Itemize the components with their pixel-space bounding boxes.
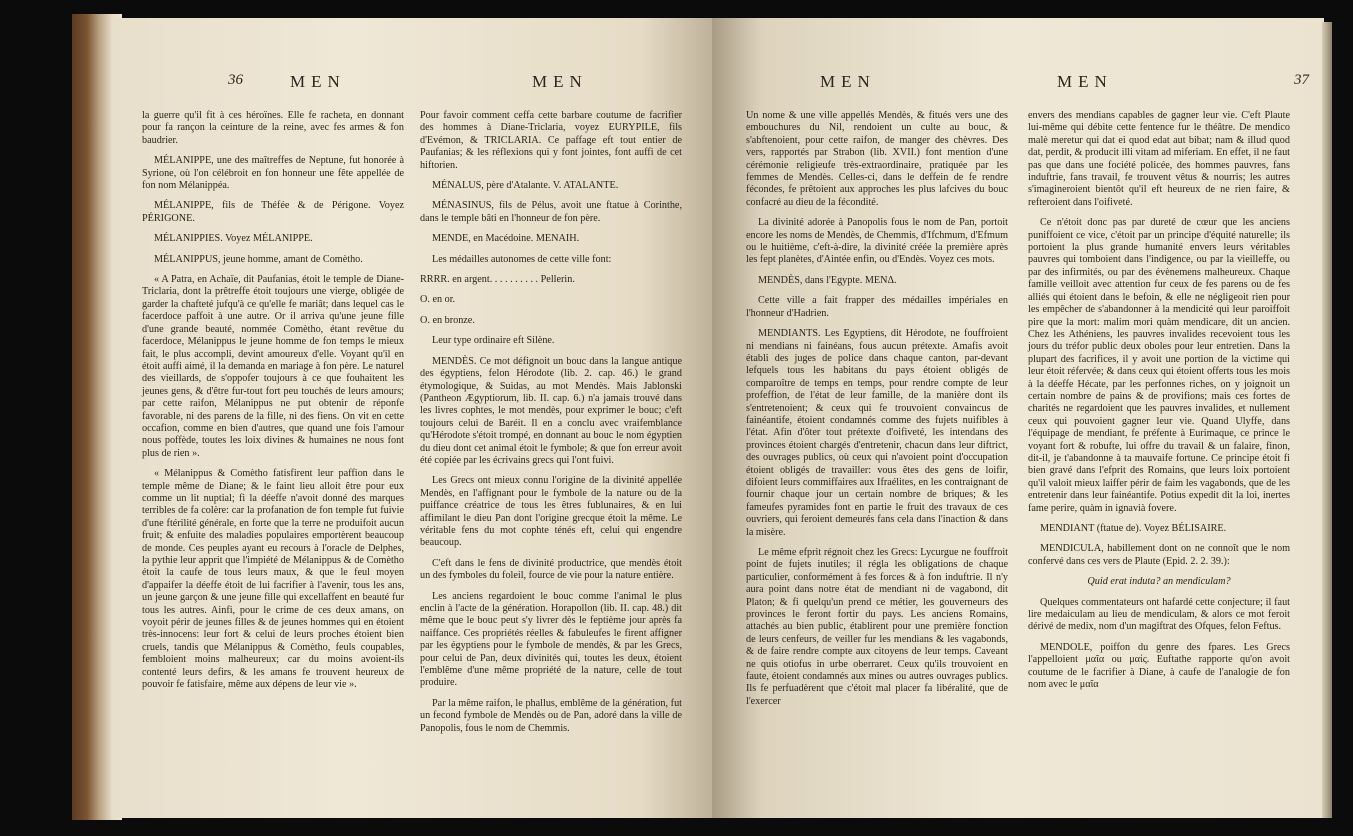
- verse-quote: Quid erat induta? an mendiculam?: [1087, 576, 1231, 588]
- paragraph: « A Patra, en Achaïe, dit Paufanias, étoit le temple de Diane-Triclaria, dont la prêtreffe étoit toujours une vierge, obligée de garder la chafteté jufqu'à ce qu'elle fe mariât; dans lequel cas le facerdoce paffoit à une autre. Or il arriva qu'une jeune fille d'une grande beauté, nommée Comètho, étant revêtue du facerdoce, Mélanippus le jeune homme de fon temps le mieux fait, le plus accompli, devint amoureux d'elle. Voyant qu'il en étoit auffi aimé, il la demanda en mariage à fon père. Le naturel des vieillards, de s'oppofer toujours à ce que fouhaitent les jeunes gens, & d'être fur-tout fort peu touchés de leurs amours; par cette raifon, Mélanippus ne put obtenir de réponfe favorable, ni des parens de la fille, ni des fiens. On vit en cette occafion, comme en bien d'autres, que quand une fois l'amour nous poffède, toutes les loix divines & humaines ne nous font plus de rien ».: [142, 274, 404, 459]
- paragraph: Par la même raifon, le phallus, emblême de la génération, fut un fecond fymbole de Mendès ou de Pan, adoré dans la ville de Panopolis, fous le nom de Chemmis.: [420, 697, 682, 734]
- paragraph: Ce n'étoit donc pas par dureté de cœur que les anciens puniffoient ce vice, c'étoit par un principe d'équité naturelle; ils portoient la plus grande humanité envers leurs véritables pauvres qui tomboient dans l'indigence, ou par la vieilleffe, ou par des infirmités, ou par des évènemens malheureux. Chaque famille veilloit avec attention fur ceux de fes parens ou de fes alliés qui étoient dans le befoin, & elle ne négligeoit rien pour les empêcher de s'abandonner à la mendicité qui leur paroiffoit pire que la mort: malim mori quàm mendicare, dit un ancien. Chez les Athéniens, les pauvres invalides recevoient tous les jours du tréfor public deux oboles pour leur entretien. Dans la plupart des facrifices, il y avoit une portion de la victime qui leur étoit réfervée; & dans ceux qui étoient offerts tous les mois à la déeffe Hécate, par les perfonnes riches, on y joignoit un certain nombre de pains & de provifions; mais ces fortes de charités ne regardoient que les pauvres invalides, et nullement ceux qui pouvoient gagner leur vie. Quand Ulyffe, dans l'équipage de mendiant, fe préfente à Eurimaque, ce prince le voyant fort & robufte, lui offre du travail & un falaire, finon, dit-il, je t'abandonne à ta mauvaife fortune. Ce principe étoit fi bien gravé dans l'efprit des Romains, que leurs loix portoient qu'il valoit mieux laiffer périr de faim les vagabonds, que de les entretenir dans leur fainéantife. Potius expedit dit la loi, inertes fame perire, quàm in ignavià fovere.: [1028, 217, 1290, 514]
- page-number-left: 36: [228, 72, 243, 88]
- paragraph: Les médailles autonomes de cette ville font:: [432, 253, 612, 265]
- paragraph: Leur type ordinaire eft Silène.: [432, 335, 555, 347]
- paragraph: Cette ville a fait frapper des médailles impériales en l'honneur d'Hadrien.: [746, 295, 1008, 319]
- entry-mende: MENDE, en Macédoine. MENAIH.: [432, 233, 580, 245]
- paragraph: Le même efprit régnoit chez les Grecs: Lycurgue ne fouffroit point de fujets inutiles; il régla les obligations de chaque particulier, conformément à fes forces & à fon induftrie. Il n'y aura point dans notre état de mendiant ni de vagabond, dit Platon; & fi quelqu'un prend ce métier, les gouverneurs des provinces le feront fortir du pays. Les anciens Romains, attachés au bien public, établirent pour une première fonction de leurs cenfeurs, de veiller fur les mendians & les vagabonds, & de faire rendre compte aux citoyens de leur temps. Caveant ne quis otiofus in urbe oberraret. Ceux qu'ils trouvoient en faute, étoient condamnés aux mines ou autres ouvrages publics. Ils fe perfuadèrent que c'étoit mal placer fa libéralité, que de l'exercer: [746, 547, 1008, 707]
- running-header-left-a: MEN: [290, 72, 346, 91]
- paragraph: la guerre qu'il fit à ces héroïnes. Elle fe racheta, en donnant pour fa rançon la ceinture de la reine, avec fes armes & fon baudrier.: [142, 110, 404, 146]
- left-column-2: [420, 110, 682, 743]
- paragraph: Un nome & une ville appellés Mendès, & fitués vers une des embouchures du Nil, rendoient un culte au bouc, & s'abftenoient, pour cette raifon, de manger des chèvres. Des vers, rapportés par Strabon (lib. XVII.) font mention d'une cérémonie religieufe très-extraordinaire, pratiquée par les femmes de Mendès. Celles-ci, dans le deffein de fe rendre fécondes, fe prêtoient aux approches les plus lafcives du bouc confacré au dieu de la fécondité.: [746, 110, 1008, 208]
- left-page: [112, 18, 712, 818]
- running-header-left-b: MEN: [532, 72, 588, 91]
- entry-mendiant-statue: MENDIANT (ftatue de). Voyez BÉLISAIRE.: [1040, 523, 1227, 534]
- medal-line: RRRR. en argent. . . . . . . . . . Pellerin.: [420, 274, 575, 286]
- paragraph: « Mélanippus & Comètho fatisfirent leur paffion dans le temple même de Diane; & le faint lieu alloit être pour eux comme un lit nuptial; fi la déeffe n'avoit donné des marques terribles de fa colère: car la profanation de fon temple fut fuivie d'une ftérilité générale, en forte que la terre ne produifoit aucun fruit; & enfuite des maladies populaires emportèrent beaucoup de monde. Ces peuples ayant eu recours à l'oracle de Delphes, la pythie leur apprit que l'impiété de Mélanippus & de Comètho étoit la caufe de tous leurs maux, & que le feul moyen d'appaifer la déeffe étoit de lui facrifier à l'avenir, tous les ans, un jeune garçon & une jeune fille qui excellaffent en beauté fur tous les autres. Ainfi, pour le crime de ces deux amans, on voyoit périr de jeunes filles & de jeunes hommes qui en étoient très-innocens: leur fort & celui de leurs proches étoient bien cruels, tandis que Mélanippus & Comètho, feuls coupables, fembloient moins malheureux; car du moins avoient-ils contenté leurs defirs, & les amans fe trouvent heureux de pouvoir fe fatisfaire, même aux dépens de leur vie ».: [142, 468, 404, 691]
- right-page: [712, 18, 1324, 818]
- entry-melanippus: MÉLANIPPUS, jeune homme, amant de Comètho.: [154, 253, 363, 265]
- entry-melanippe-2: MÉLANIPPE, fils de Théfée & de Périgone. Voyez PÉRIGONE.: [142, 200, 404, 224]
- paragraph: Quelques commentateurs ont hafardé cette conjecture; il faut lire medaiculam au lieu de mendiculam, & alors ce mot feroit dérivé de medix, nom d'un magiftrat des Ofques, felon Feftus.: [1028, 596, 1290, 633]
- medal-line: O. en or.: [420, 294, 456, 306]
- page-number-right: 37: [1294, 72, 1309, 88]
- paragraph: Pour favoir comment ceffa cette barbare coutume de facrifier des hommes à Diane-Triclaria, voyez EURYPILE, fils d'Evémon, & TRICLARIA. Ce paffage eft tout entier de Paufanias; & les réflexions qui y font jointes, font auffi de cet hiftorien.: [420, 110, 682, 171]
- entry-menalus: MÉNALUS, père d'Atalante. V. ATALANTE.: [432, 180, 619, 192]
- entry-melanippies: MÉLANIPPIES. Voyez MÉLANIPPE.: [154, 233, 313, 245]
- entry-mendiants: MENDIANTS. Les Egyptiens, dit Hérodote, ne fouffroient ni mendians ni fainéans, fous aucun prétexte. Amafis avoit établi des juges de police dans chaque canton, par-devant lefquels tous les habitans du pays étoient obligés de comparoître de temps en temps, pour rendre compte de leur profeffion, de l'état de leur famille, de la manière dont ils s'entretenoient; & ceux qui fe trouvoient convaincus de fainéantife, étoient condamnés comme des fujets nuifibles à l'état. Afin d'ôter tout prétexte d'oifiveté, les intendans des provinces étoient chargés d'entretenir, chacun dans leur diftrict, des ouvrages publics, où ceux qui n'avoient point d'occupation étoient obligés de travailler: vous êtes des gens de loifir, difoient leurs commiffaires aux Ifraélites, en les contraignant de fournir chaque jour un certain nombre de briques; & les fameufes pyramides font en partie le fruit des travaux de ces ouvriers, qui feroient demeurés fans cela dans l'inaction & dans la misère.: [746, 328, 1008, 538]
- paragraph: Les Grecs ont mieux connu l'origine de la divinité appellée Mendès, en l'affignant pour le fymbole de la nature ou de la puiffance créatrice de tous les êtres fublunaires, & en lui affimilant le dieu Pan dont l'origine grecque étoit la même. Le véritable fens du mot cophte ténés eft, celui qui engendre beaucoup.: [420, 475, 682, 549]
- right-column-1: [746, 110, 1008, 716]
- right-column-2: [1028, 110, 1290, 699]
- left-column-1: [142, 110, 404, 699]
- entry-mendole: MENDOLE, poiffon du genre des fpares. Les Grecs l'appelloient μαῖα ou μαίς. Euftathe rapporte qu'on avoit coutume de le facrifier à Diane, à caufe de l'analogie de fon nom avec le μαῖα: [1028, 641, 1290, 691]
- paragraph: envers des mendians capables de gagner leur vie. C'eft Plaute lui-même qui débite cette fentence fur le théâtre. De mendico malè meretur qui dat ei quod edat aut bibat; nam & illud quod dat, perdit, & producit illi vitam ad miferiam. En effet, il ne faut pas que dans une fociété policée, des hommes pauvres, fans induftrie, fans travail, fe trouvent vêtus & nourris; les autres s'imagineroient bientôt qu'il eft heureux de ne rien faire, & refteroient dans l'oifiveté.: [1028, 110, 1290, 208]
- entry-menasinus: MÉNASINUS, fils de Pélus, avoit une ftatue à Corinthe, dans le temple bâti en l'honneur de fon père.: [420, 200, 682, 224]
- paragraph: Les anciens regardoient le bouc comme l'animal le plus enclin à l'acte de la génération. Horapollon (lib. II. cap. 48.) dit même que le bouc peut s'y livrer dès le feptième jour après fa naiffance. Ces propriétés réelles & fabuleufes le firent affigner par les égyptiens pour le fymbole de mendès, & par les Grecs, pour celui de Pan, deux divinités qui, toutes les deux, étoient l'emblême d'une même propriété de la nature, celle de tout produire.: [420, 590, 682, 689]
- entry-mendicula: MENDICULA, habillement dont on ne connoît que le nom confervé dans ces vers de Plaute (Epid. 2. 2. 39.):: [1028, 543, 1290, 567]
- entry-mendes: MENDÈS. Ce mot défignoit un bouc dans la langue antique des égyptiens, felon Hérodote (lib. 2. cap. 46.) le grand étymologique, & Suidas, au mot Mendès. Mais Jablonski (Pantheon Ægyptiorum, lib. II. cap. 6.) n'a jamais trouvé dans les livres cophtes, le mot mendès, pour exprimer le bouc; c'eft toujours celui de Baréit. Il en a conclu avec vraifemblance qu'Hérodote s'étoit trompé, en donnant au bouc le nom égyptien du dieu dont cet animal étoit le fymbole; & que fon erreur avoit été copiée par les écrivains grecs qui l'ont fuivi.: [420, 355, 682, 466]
- paragraph: La divinité adorée à Panopolis fous le nom de Pan, portoit encore les noms de Mendès, de Chemmis, d'Ifchmum, d'Efmum ou le huitième, c'eft-à-dire, la divinité créée la première après les fept planètes, d'Aintée enfin, ou d'Endès. Voyez ces mots.: [746, 217, 1008, 266]
- paragraph: C'eft dans le fens de divinité productrice, que mendès étoit un des fymboles du foleil, fource de vie pour la nature entière.: [420, 557, 682, 582]
- running-header-right-a: MEN: [820, 72, 876, 91]
- medal-line: O. en bronze.: [420, 314, 475, 326]
- entry-melanippe: MÉLANIPPE, une des maîtreffes de Neptune, fut honorée à Syrione, où l'on célébroit en fon honneur une fête appellée de fon nom Mélanippéa.: [142, 155, 404, 192]
- running-header-right-b: MEN: [1057, 72, 1113, 91]
- entry-mendes-egypte: MENDÈS, dans l'Egypte. MENΔ.: [758, 274, 897, 286]
- right-page-edges: [1322, 22, 1332, 818]
